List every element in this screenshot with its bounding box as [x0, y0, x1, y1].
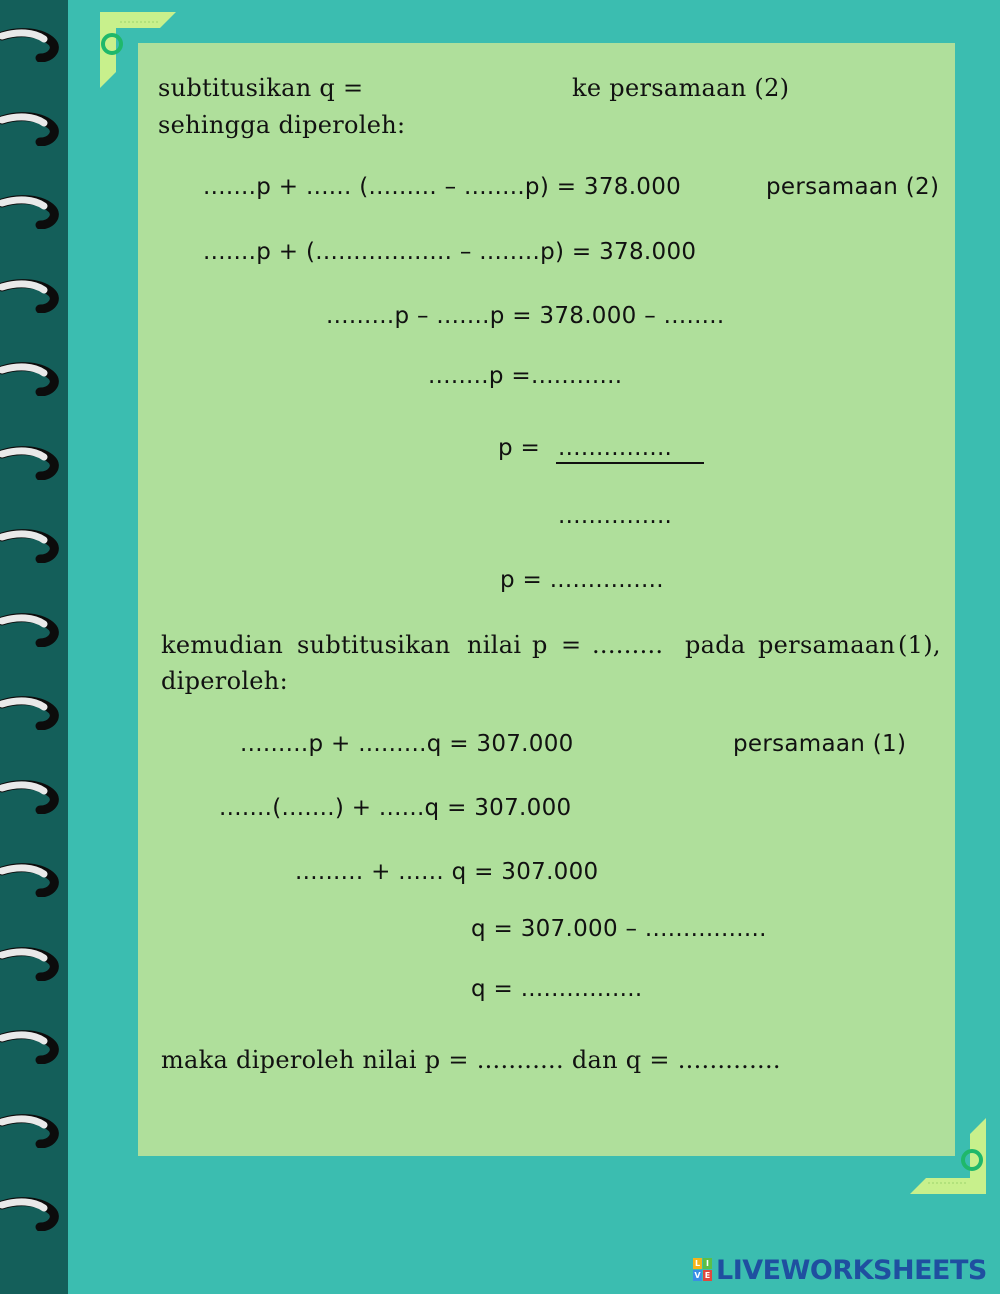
p-result: p = ............... [500, 567, 664, 593]
equation-step-4: ........p =............ [428, 363, 623, 389]
substitution-step-1: .......(.......) + ......q = 307.000 [219, 795, 572, 821]
equation-step-1: .......p + ...... (......... – ........p) = 378.000 [203, 174, 682, 200]
equation-1-line: .........p + .........q = 307.000 [240, 731, 574, 757]
spiral-ring-icon [0, 446, 62, 480]
final-answer-text: maka diperoleh nilai p = ........... dan q = ............. [161, 1046, 781, 1074]
spiral-ring-icon [0, 112, 62, 146]
equation-1-label: persamaan (1) [733, 731, 907, 757]
fraction-numerator: ............... [558, 435, 673, 461]
equation-step-3: .........p – .......p = 378.000 – ........ [326, 303, 725, 329]
liveworksheets-logo [693, 1256, 987, 1284]
equation-2-label: persamaan (2) [766, 174, 940, 200]
para-word: p [532, 631, 548, 659]
spiral-ring-icon [0, 696, 62, 730]
substitution-step-2: ......... + ...... q = 307.000 [295, 859, 599, 885]
spiral-ring-icon [0, 529, 62, 563]
fraction-denominator: ............... [558, 503, 673, 529]
diperoleh-text: diperoleh: [161, 667, 288, 695]
para-word: persamaan [758, 631, 896, 659]
spiral-ring-icon [0, 947, 62, 981]
spiral-ring-icon [0, 1197, 62, 1231]
spiral-ring-icon [0, 279, 62, 313]
para-word: (1), [898, 631, 941, 659]
spiral-ring-icon [0, 613, 62, 647]
liveworksheets-logo-icon: L I V E [694, 1259, 711, 1280]
para-word: pada [685, 631, 746, 659]
spiral-ring-icon [0, 1114, 62, 1148]
spiral-ring-icon [0, 28, 62, 62]
para-word: ......... [592, 631, 664, 659]
spiral-ring-icon [0, 780, 62, 814]
para-word: subtitusikan [297, 631, 451, 659]
spiral-ring-icon [0, 362, 62, 396]
para-word: nilai [467, 631, 522, 659]
q-step: q = 307.000 – ................ [471, 916, 767, 942]
logo-text: LIVEWORKSHEETS [716, 1254, 987, 1286]
spiral-ring-icon [0, 1030, 62, 1064]
so-obtained-text: sehingga diperoleh: [158, 111, 406, 139]
q-result: q = ................ [471, 976, 643, 1002]
para-word: = [561, 631, 582, 659]
p-equals-label: p = [498, 435, 541, 461]
to-equation-2-text: ke persamaan (2) [572, 74, 790, 102]
spiral-ring-icon [0, 863, 62, 897]
fraction-bar [556, 462, 704, 464]
bottom-right-corner-icon [908, 1116, 988, 1196]
equation-step-2: .......p + (.................. – ........p) = 378.000 [203, 239, 697, 265]
substitute-q-text: subtitusikan q = [158, 74, 364, 102]
spiral-ring-icon [0, 195, 62, 229]
para-word: kemudian [161, 631, 284, 659]
